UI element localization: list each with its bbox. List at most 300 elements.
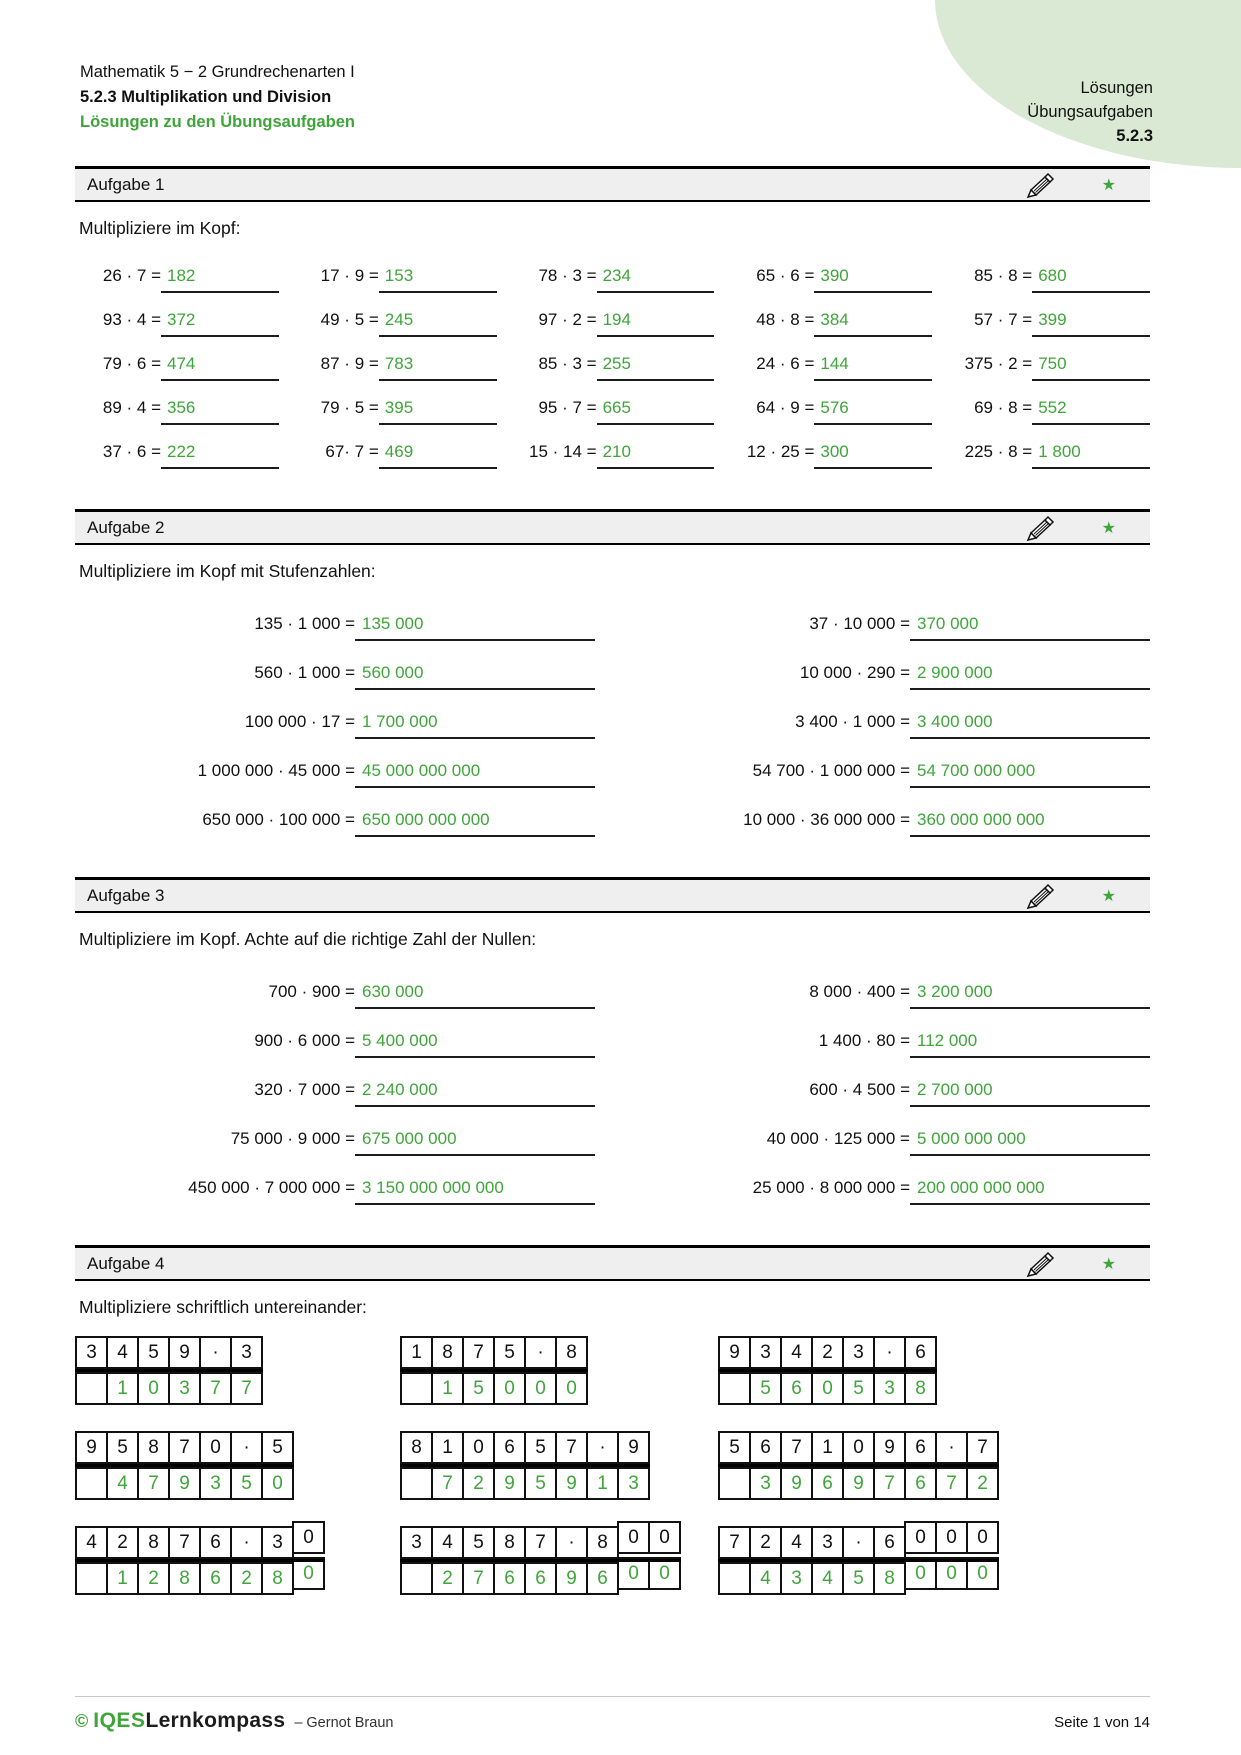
answer-value: 135 000 xyxy=(355,614,595,641)
equation xyxy=(75,337,279,381)
grid-cell: 1 xyxy=(106,1372,139,1405)
equation-label: 26 · 7 = xyxy=(102,266,161,285)
grid-cell: 2 xyxy=(137,1562,170,1595)
grid-cell: 7 xyxy=(718,1526,751,1559)
answer-value: 234 xyxy=(597,266,715,293)
aufgabe-4-instruction: Multipliziere schriftlich untereinander: xyxy=(79,1297,367,1317)
answer-value: 560 000 xyxy=(355,663,595,690)
equation-row xyxy=(75,960,1150,1009)
aufgabe-1-rows xyxy=(75,249,1150,469)
grid-cell: 6 xyxy=(493,1562,526,1595)
equation-label: 450 000 · 7 000 000 = xyxy=(188,1178,355,1197)
grid-cell: 1 xyxy=(431,1372,464,1405)
grid-factor-row xyxy=(75,1526,325,1559)
grid-cell: 3 xyxy=(199,1467,232,1500)
grid-cell: 7 xyxy=(555,1431,588,1464)
grid-cell: 5 xyxy=(462,1372,495,1405)
grid-cell: 9 xyxy=(718,1336,751,1369)
grid-answer-row xyxy=(75,1467,294,1500)
answer-value: 395 xyxy=(379,398,497,425)
grid-cell: 3 xyxy=(230,1336,263,1369)
answer-value: 1 800 xyxy=(1032,442,1150,469)
multiplication-grid xyxy=(718,1336,937,1405)
equation-label: 75 000 · 9 000 = xyxy=(230,1129,355,1148)
pencil-icon xyxy=(1022,514,1056,542)
grid-cell: 3 xyxy=(261,1526,294,1559)
grid-cell xyxy=(400,1467,433,1500)
equation-label: 54 700 · 1 000 000 = xyxy=(752,761,910,780)
brand-logo-iqes: IQES xyxy=(93,1709,146,1732)
grid-cell: 0 xyxy=(555,1372,588,1405)
answer-value: 576 xyxy=(814,398,932,425)
equation xyxy=(511,425,715,469)
answer-value: 54 700 000 000 xyxy=(910,761,1150,788)
equation xyxy=(75,425,279,469)
equation-label: 225 · 8 = xyxy=(964,442,1033,461)
answer-value: 200 000 000 000 xyxy=(910,1178,1150,1205)
grid-cell: 8 xyxy=(493,1526,526,1559)
equation-label: 85 · 3 = xyxy=(538,354,597,373)
grid-cell: 9 xyxy=(780,1467,813,1500)
grid-cell: 6 xyxy=(586,1562,619,1595)
grid-cell: 5 xyxy=(137,1336,170,1369)
grid-separator xyxy=(400,1464,650,1467)
answer-value: 372 xyxy=(161,310,279,337)
grid-factor-row xyxy=(400,1431,650,1464)
equation-label: 15 · 14 = xyxy=(529,442,597,461)
equation xyxy=(293,381,497,425)
grid-group xyxy=(75,1431,1150,1500)
grid-cell: 0 xyxy=(648,1521,681,1554)
grid-cell: 7 xyxy=(873,1467,906,1500)
grid-cell: 5 xyxy=(106,1431,139,1464)
grid-answer-row xyxy=(400,1372,588,1405)
grid-cell: 2 xyxy=(462,1467,495,1500)
equation-label: 10 000 · 290 = xyxy=(799,663,910,682)
equation xyxy=(75,960,625,1009)
grid-cell xyxy=(718,1372,751,1405)
grid-answer-row xyxy=(400,1562,681,1595)
corner-line-2: Übungsaufgaben xyxy=(1027,103,1153,121)
copyright-icon: © xyxy=(75,1711,89,1731)
grid-cell: 3 xyxy=(400,1526,433,1559)
grid-cell: · xyxy=(199,1336,232,1369)
grid-cell xyxy=(718,1467,751,1500)
equation xyxy=(946,293,1150,337)
equation-label: 320 · 7 000 = xyxy=(254,1080,355,1099)
equation-label: 69 · 8 = xyxy=(974,398,1033,417)
equation xyxy=(728,293,932,337)
equation-label: 79 · 6 = xyxy=(102,354,161,373)
grid-cell: 4 xyxy=(106,1336,139,1369)
grid-cell: 3 xyxy=(842,1336,875,1369)
grid-separator xyxy=(400,1559,681,1562)
equation xyxy=(728,337,932,381)
aufgabe-3-header xyxy=(75,877,1150,913)
equation-label: 8 000 · 400 = xyxy=(809,982,910,1001)
answer-value: 255 xyxy=(597,354,715,381)
header-course-title: Mathematik 5 − 2 Grundrechenarten I xyxy=(80,63,355,81)
grid-cell: 3 xyxy=(749,1336,782,1369)
grid-group xyxy=(75,1526,1150,1595)
grid-cell: 9 xyxy=(168,1467,201,1500)
aufgabe-2-header xyxy=(75,509,1150,545)
equation-label: 37 · 10 000 = xyxy=(809,614,910,633)
aufgabe-1-header xyxy=(75,166,1150,202)
answer-value: 45 000 000 000 xyxy=(355,761,595,788)
equation-label: 37 · 6 = xyxy=(102,442,161,461)
grid-cell: 9 xyxy=(555,1562,588,1595)
aufgabe-3-instruction: Multipliziere im Kopf. Achte auf die richtige Zahl der Nullen: xyxy=(79,929,537,949)
header-subtitle: Lösungen zu den Übungsaufgaben xyxy=(80,113,355,131)
grid-cell: 3 xyxy=(617,1467,650,1500)
grid-cell: 8 xyxy=(555,1336,588,1369)
grid-cell: 6 xyxy=(904,1336,937,1369)
grid-cell: 8 xyxy=(431,1336,464,1369)
grid-cell: 4 xyxy=(75,1526,108,1559)
pencil-icon xyxy=(1022,1250,1056,1278)
equation-label: 89 · 4 = xyxy=(102,398,161,417)
grid-cell: 9 xyxy=(75,1431,108,1464)
grid-answer-row xyxy=(718,1562,999,1595)
answer-value: 5 400 000 xyxy=(355,1031,595,1058)
equation xyxy=(625,1058,1150,1107)
grid-cell: 7 xyxy=(462,1562,495,1595)
grid-cell: 4 xyxy=(431,1526,464,1559)
equation xyxy=(625,739,1150,788)
grid-cell: 7 xyxy=(462,1336,495,1369)
equation xyxy=(728,425,932,469)
grid-cell: 6 xyxy=(904,1431,937,1464)
grid-separator xyxy=(75,1464,294,1467)
aufgabe-2-instruction: Multipliziere im Kopf mit Stufenzahlen: xyxy=(79,561,376,581)
multiplication-grid xyxy=(75,1526,325,1595)
grid-cell: 4 xyxy=(749,1562,782,1595)
grid-cell: 4 xyxy=(780,1526,813,1559)
header-chapter-title: 5.2.3 Multiplikation und Division xyxy=(80,88,332,106)
grid-cell: 7 xyxy=(780,1431,813,1464)
equation-row xyxy=(75,641,1150,690)
grid-cell: 8 xyxy=(873,1562,906,1595)
aufgabe-4-header xyxy=(75,1245,1150,1281)
grid-answer-row xyxy=(400,1467,650,1500)
answer-value: 474 xyxy=(161,354,279,381)
grid-separator xyxy=(718,1559,999,1562)
equation-label: 10 000 · 36 000 000 = xyxy=(743,810,910,829)
answer-value: 675 000 000 xyxy=(355,1129,595,1156)
grid-cell: 1 xyxy=(586,1467,619,1500)
equation xyxy=(293,249,497,293)
equation-row xyxy=(75,1156,1150,1205)
grid-cell xyxy=(400,1372,433,1405)
grid-cell: 6 xyxy=(749,1431,782,1464)
multiplication-grid xyxy=(400,1526,681,1595)
grid-cell: · xyxy=(873,1336,906,1369)
answer-value: 469 xyxy=(379,442,497,469)
equation-label: 700 · 900 = xyxy=(268,982,355,1001)
author-label: – Gernot Braun xyxy=(294,1715,394,1731)
grid-cell: 5 xyxy=(842,1562,875,1595)
grid-cell: 0 xyxy=(261,1467,294,1500)
grid-cell: 0 xyxy=(292,1521,325,1554)
grid-cell: 5 xyxy=(462,1526,495,1559)
equation-label: 65 · 6 = xyxy=(756,266,815,285)
equation-label: 24 · 6 = xyxy=(756,354,815,373)
equation-row xyxy=(75,788,1150,837)
answer-value: 2 700 000 xyxy=(910,1080,1150,1107)
grid-cell: 3 xyxy=(873,1372,906,1405)
grid-cell: · xyxy=(524,1336,557,1369)
equation xyxy=(293,293,497,337)
grid-cell: · xyxy=(230,1431,263,1464)
grid-separator xyxy=(400,1369,588,1372)
grid-cell: 6 xyxy=(199,1526,232,1559)
equation xyxy=(75,249,279,293)
grid-cell: 9 xyxy=(842,1467,875,1500)
pencil-icon xyxy=(1022,171,1056,199)
grid-factor-row xyxy=(400,1336,588,1369)
grid-separator xyxy=(75,1369,263,1372)
grid-cell: 1 xyxy=(400,1336,433,1369)
section-title: Aufgabe 4 xyxy=(87,1253,165,1273)
grid-cell: 3 xyxy=(780,1562,813,1595)
grid-cell: 1 xyxy=(431,1431,464,1464)
equation xyxy=(625,690,1150,739)
answer-value: 112 000 xyxy=(910,1031,1150,1058)
equation-label: 57 · 7 = xyxy=(974,310,1033,329)
answer-value: 2 240 000 xyxy=(355,1080,595,1107)
grid-cell: 8 xyxy=(586,1526,619,1559)
equation-label: 135 · 1 000 = xyxy=(254,614,355,633)
equation xyxy=(75,788,625,837)
grid-cell: 0 xyxy=(904,1521,937,1554)
answer-value: 665 xyxy=(597,398,715,425)
grid-answer-row xyxy=(718,1372,937,1405)
grid-cell: 7 xyxy=(168,1526,201,1559)
grid-cell: 1 xyxy=(106,1562,139,1595)
equation-label: 560 · 1 000 = xyxy=(254,663,355,682)
grid-cell: 7 xyxy=(137,1467,170,1500)
grid-cell: 5 xyxy=(524,1467,557,1500)
equation xyxy=(75,293,279,337)
answer-value: 5 000 000 000 xyxy=(910,1129,1150,1156)
grid-cell: 5 xyxy=(493,1336,526,1369)
grid-cell: 9 xyxy=(168,1336,201,1369)
answer-value: 360 000 000 000 xyxy=(910,810,1150,837)
equation xyxy=(625,641,1150,690)
grid-cell: 2 xyxy=(749,1526,782,1559)
answer-value: 390 xyxy=(814,266,932,293)
answer-value: 356 xyxy=(161,398,279,425)
grid-cell: 0 xyxy=(935,1557,968,1590)
grid-cell: 8 xyxy=(261,1562,294,1595)
equation xyxy=(75,381,279,425)
aufgabe-4-grids xyxy=(75,1336,1150,1595)
answer-value: 3 400 000 xyxy=(910,712,1150,739)
equation-label: 650 000 · 100 000 = xyxy=(202,810,355,829)
multiplication-grid xyxy=(75,1336,263,1405)
star-icon: ★ xyxy=(1101,176,1116,194)
grid-cell: 6 xyxy=(493,1431,526,1464)
equation-row xyxy=(75,381,1150,425)
section-title: Aufgabe 1 xyxy=(87,174,165,194)
grid-cell: 3 xyxy=(75,1336,108,1369)
equation xyxy=(946,425,1150,469)
equation-label: 95 · 7 = xyxy=(538,398,597,417)
grid-cell: 7 xyxy=(431,1467,464,1500)
equation xyxy=(946,249,1150,293)
grid-factor-row xyxy=(718,1336,937,1369)
grid-factor-row xyxy=(75,1336,263,1369)
multiplication-grid xyxy=(718,1431,999,1500)
answer-value: 650 000 000 000 xyxy=(355,810,595,837)
equation xyxy=(511,337,715,381)
answer-value: 194 xyxy=(597,310,715,337)
grid-separator xyxy=(75,1559,325,1562)
equation-label: 93 · 4 = xyxy=(102,310,161,329)
equation-label: 48 · 8 = xyxy=(756,310,815,329)
equation-label: 3 400 · 1 000 = xyxy=(795,712,910,731)
answer-value: 245 xyxy=(379,310,497,337)
grid-cell: 0 xyxy=(462,1431,495,1464)
equation-label: 49 · 5 = xyxy=(320,310,379,329)
aufgabe-3-rows xyxy=(75,960,1150,1205)
grid-cell: 3 xyxy=(811,1526,844,1559)
grid-cell: 6 xyxy=(524,1562,557,1595)
equation xyxy=(728,249,932,293)
grid-cell: 2 xyxy=(230,1562,263,1595)
grid-cell: 1 xyxy=(811,1431,844,1464)
grid-separator xyxy=(718,1369,937,1372)
grid-cell: 0 xyxy=(617,1521,650,1554)
grid-factor-row xyxy=(400,1526,681,1559)
multiplication-grid xyxy=(718,1526,999,1595)
grid-cell: 0 xyxy=(811,1372,844,1405)
grid-cell: 5 xyxy=(230,1467,263,1500)
answer-value: 182 xyxy=(161,266,279,293)
grid-answer-row xyxy=(718,1467,999,1500)
multiplication-grid xyxy=(400,1431,650,1500)
grid-cell: · xyxy=(586,1431,619,1464)
equation xyxy=(625,1156,1150,1205)
grid-cell: · xyxy=(230,1526,263,1559)
grid-cell: 8 xyxy=(137,1526,170,1559)
equation xyxy=(293,425,497,469)
brand-logo-lernkompass: Lernkompass xyxy=(145,1709,286,1732)
aufgabe-1-instruction: Multipliziere im Kopf: xyxy=(79,218,241,238)
equation-row xyxy=(75,293,1150,337)
equation-row xyxy=(75,1058,1150,1107)
equation-label: 100 000 · 17 = xyxy=(244,712,355,731)
grid-cell: 0 xyxy=(904,1557,937,1590)
grid-cell: 4 xyxy=(780,1336,813,1369)
grid-cell: 7 xyxy=(168,1431,201,1464)
equation xyxy=(511,381,715,425)
equation-label: 40 000 · 125 000 = xyxy=(766,1129,910,1148)
equation xyxy=(946,381,1150,425)
equation-label: 17 · 9 = xyxy=(320,266,379,285)
grid-group xyxy=(75,1336,1150,1405)
answer-value: 750 xyxy=(1032,354,1150,381)
multiplication-grid xyxy=(400,1336,588,1405)
equation-row xyxy=(75,425,1150,469)
grid-cell: 6 xyxy=(811,1467,844,1500)
grid-cell: 5 xyxy=(261,1431,294,1464)
grid-cell: 8 xyxy=(904,1372,937,1405)
grid-cell: 8 xyxy=(168,1562,201,1595)
grid-cell: 0 xyxy=(137,1372,170,1405)
grid-cell: 7 xyxy=(524,1526,557,1559)
grid-answer-row xyxy=(75,1562,325,1595)
star-icon: ★ xyxy=(1101,519,1116,537)
grid-cell: 0 xyxy=(292,1557,325,1590)
grid-cell: 7 xyxy=(966,1431,999,1464)
grid-cell: 4 xyxy=(106,1467,139,1500)
answer-value: 370 000 xyxy=(910,614,1150,641)
equation xyxy=(75,641,625,690)
equation xyxy=(75,1009,625,1058)
grid-cell xyxy=(718,1562,751,1595)
grid-cell: 3 xyxy=(168,1372,201,1405)
equation xyxy=(728,381,932,425)
grid-cell: 9 xyxy=(873,1431,906,1464)
grid-cell: 8 xyxy=(137,1431,170,1464)
grid-cell: 9 xyxy=(493,1467,526,1500)
equation-label: 900 · 6 000 = xyxy=(254,1031,355,1050)
grid-cell: 3 xyxy=(749,1467,782,1500)
corner-label xyxy=(1027,76,1153,148)
grid-cell: 0 xyxy=(935,1521,968,1554)
grid-cell xyxy=(75,1562,108,1595)
answer-value: 300 xyxy=(814,442,932,469)
grid-cell: 5 xyxy=(524,1431,557,1464)
equation xyxy=(511,293,715,337)
pencil-icon xyxy=(1022,882,1056,910)
equation-row xyxy=(75,1107,1150,1156)
equation-label: 1 400 · 80 = xyxy=(818,1031,910,1050)
grid-factor-row xyxy=(718,1431,999,1464)
equation-label: 67· 7 = xyxy=(325,442,379,461)
equation xyxy=(625,1009,1150,1058)
equation-row xyxy=(75,592,1150,641)
equation-row xyxy=(75,1009,1150,1058)
answer-value: 552 xyxy=(1032,398,1150,425)
grid-separator xyxy=(718,1464,999,1467)
grid-cell: 6 xyxy=(199,1562,232,1595)
equation-row xyxy=(75,690,1150,739)
answer-value: 1 700 000 xyxy=(355,712,595,739)
answer-value: 144 xyxy=(814,354,932,381)
grid-cell: 0 xyxy=(524,1372,557,1405)
equation xyxy=(625,788,1150,837)
equation-row xyxy=(75,249,1150,293)
equation-label: 12 · 25 = xyxy=(746,442,815,461)
answer-value: 2 900 000 xyxy=(910,663,1150,690)
grid-cell xyxy=(75,1372,108,1405)
document-header xyxy=(80,60,355,135)
grid-cell: 9 xyxy=(617,1431,650,1464)
answer-value: 3 150 000 000 000 xyxy=(355,1178,595,1205)
answer-value: 210 xyxy=(597,442,715,469)
answer-value: 3 200 000 xyxy=(910,982,1150,1009)
equation xyxy=(625,960,1150,1009)
grid-cell: 4 xyxy=(811,1562,844,1595)
equation xyxy=(75,1058,625,1107)
page-number: Seite 1 von 14 xyxy=(1054,1714,1150,1731)
grid-cell: 0 xyxy=(966,1557,999,1590)
grid-cell: · xyxy=(842,1526,875,1559)
grid-cell: 0 xyxy=(648,1557,681,1590)
